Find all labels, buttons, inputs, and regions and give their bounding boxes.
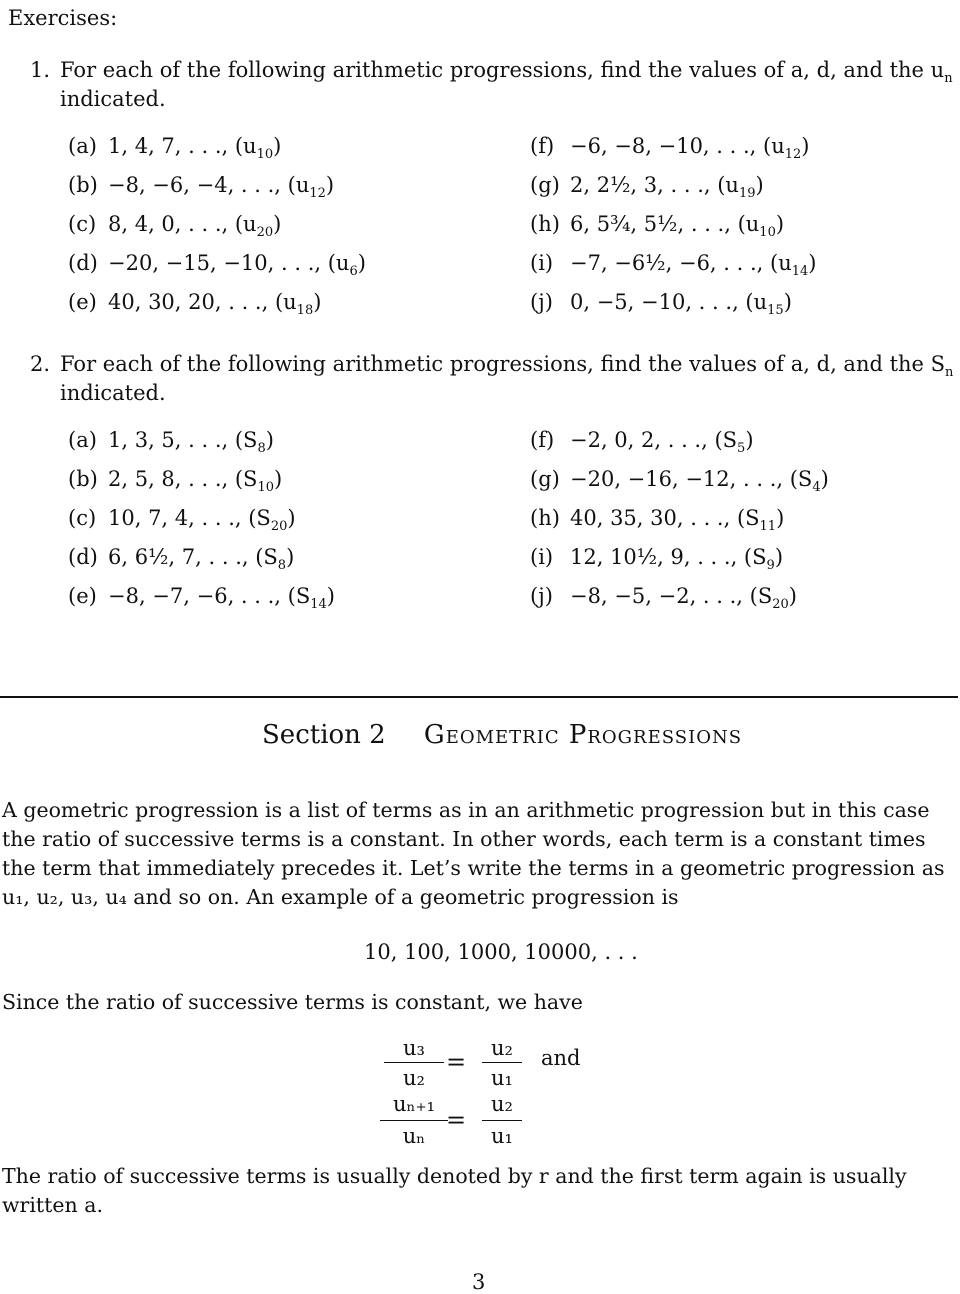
item-label: (a): [68, 428, 97, 452]
exercise-2-text-cont: indicated.: [60, 381, 166, 405]
exercise-item: [530, 584, 797, 612]
item-label: (g): [530, 173, 560, 197]
item-label: (i): [530, 545, 554, 569]
item-expression: −20, −15, −10, . . ., $(u_6)$: [108, 251, 366, 280]
exercise-1-number: 1.: [30, 58, 51, 82]
eq2-equals: =: [446, 1106, 467, 1134]
item-label: (c): [68, 506, 97, 530]
exercise-item: [68, 428, 274, 456]
item-label: (e): [68, 584, 97, 608]
eq1-equals: =: [446, 1048, 467, 1076]
page-number: 3: [472, 1270, 486, 1294]
item-expression: 10, 7, 4, . . ., $(S_{20})$: [108, 506, 296, 535]
exercise-item: [68, 545, 294, 573]
item-expression: −8, −6, −4, . . ., $(u_{12})$: [108, 173, 335, 202]
eq1-right-denominator: u₁: [491, 1066, 513, 1090]
exercise-item: [530, 428, 754, 456]
exercise-item: [68, 251, 366, 279]
eq1-left-fraction-bar: [384, 1062, 444, 1063]
eq2-left-numerator: uₙ₊₁: [392, 1092, 436, 1116]
exercise-item: [530, 545, 783, 573]
section-number: Section 2: [262, 720, 386, 750]
exercise-item: [68, 467, 282, 495]
exercise-item: [530, 506, 784, 534]
item-expression: 6, 6½, 7, . . ., $(S_8)$: [108, 545, 295, 574]
exercise-item: [68, 584, 335, 612]
exercise-2-text: For each of the following arithmetic progressions, find the values of a, d, and the $S_n$: [60, 352, 954, 381]
item-label: (i): [530, 251, 554, 275]
item-expression: −20, −16, −12, . . ., $(S_4)$: [570, 467, 829, 496]
exercise-item: [68, 506, 296, 534]
exercise-item: [530, 467, 829, 495]
section-header: [262, 720, 742, 750]
item-expression: 40, 35, 30, . . ., $(S_{11})$: [570, 506, 785, 535]
item-label: (j): [530, 584, 553, 608]
eq1-left-denominator: u₂: [403, 1066, 425, 1090]
item-expression: 6, 5¾, 5½, . . ., $(u_{10})$: [570, 212, 785, 241]
item-label: (h): [530, 212, 560, 236]
exercise-1-text-cont: indicated.: [60, 87, 166, 111]
eq2-left-denominator: uₙ: [402, 1124, 426, 1148]
item-label: (f): [530, 134, 555, 158]
example-sequence: 10, 100, 1000, 10000, . . .: [364, 940, 638, 964]
item-label: (b): [68, 173, 98, 197]
item-label: (a): [68, 134, 97, 158]
eq2-right-denominator: u₁: [491, 1124, 513, 1148]
paragraph-ratio: The ratio of successive terms is usually denoted by r and the first term again is usually written a.: [2, 1164, 907, 1217]
exercise-2-number: 2.: [30, 352, 51, 376]
item-expression: 2, 5, 8, . . ., $(S_{10})$: [108, 467, 283, 496]
eq1-right-numerator: u₂: [491, 1036, 513, 1060]
since-text: Since the ratio of successive terms is constant, we have: [2, 990, 583, 1014]
eq2-right-numerator: u₂: [491, 1092, 513, 1116]
exercise-item: [530, 212, 784, 240]
eq-and-text: and: [541, 1046, 581, 1070]
eq1-right-fraction-bar: [482, 1062, 522, 1063]
item-expression: 12, 10½, 9, . . ., $(S_9)$: [570, 545, 784, 574]
item-expression: 2, 2½, 3, . . ., $(u_{19})$: [570, 173, 764, 202]
item-expression: 1, 3, 5, . . ., $(S_8)$: [108, 428, 274, 457]
item-expression: −8, −5, −2, . . ., $(S_{20})$: [570, 584, 797, 613]
exercise-item: [68, 212, 281, 240]
paragraph-intro: A geometric progression is a list of terms as in an arithmetic progression but in this case the ratio of successive terms is a constant. In other words, each term is a constant times the term that immediately precedes it. Let’s write the terms in a geometric progression as u₁, u₂, u₃, u₄ and so on. An example of a geometric progression is: [2, 798, 945, 909]
item-label: (j): [530, 290, 553, 314]
section-divider: [0, 696, 958, 698]
item-expression: −7, −6½, −6, . . ., $(u_{14})$: [570, 251, 817, 280]
item-label: (e): [68, 290, 97, 314]
item-label: (h): [530, 506, 560, 530]
item-expression: 40, 30, 20, . . ., $(u_{18})$: [108, 290, 322, 319]
exercise-item: [68, 134, 281, 162]
item-expression: 0, −5, −10, . . ., $(u_{15})$: [570, 290, 792, 319]
item-expression: −8, −7, −6, . . ., $(S_{14})$: [108, 584, 335, 613]
exercise-item: [530, 173, 764, 201]
item-label: (b): [68, 467, 98, 491]
exercise-item: [530, 134, 809, 162]
item-expression: −6, −8, −10, . . ., $(u_{12})$: [570, 134, 810, 163]
exercise-1-text: For each of the following arithmetic progressions, find the values of a, d, and the $u_n$: [60, 58, 953, 87]
item-expression: 8, 4, 0, . . ., $(u_{20})$: [108, 212, 282, 241]
eq2-right-fraction-bar: [482, 1120, 522, 1121]
exercise-item: [68, 173, 334, 201]
exercises-heading: Exercises:: [8, 6, 118, 30]
exercise-item: [68, 290, 321, 318]
item-label: (g): [530, 467, 560, 491]
item-expression: −2, 0, 2, . . ., $(S_5)$: [570, 428, 754, 457]
item-label: (c): [68, 212, 97, 236]
item-label: (d): [68, 545, 98, 569]
exercise-item: [530, 290, 792, 318]
item-expression: 1, 4, 7, . . ., $(u_{10})$: [108, 134, 282, 163]
eq1-left-numerator: u₃: [403, 1036, 425, 1060]
eq2-left-fraction-bar: [380, 1120, 448, 1121]
section-title: Geometric Progressions: [423, 720, 743, 750]
exercise-item: [530, 251, 816, 279]
item-label: (d): [68, 251, 98, 275]
item-label: (f): [530, 428, 555, 452]
